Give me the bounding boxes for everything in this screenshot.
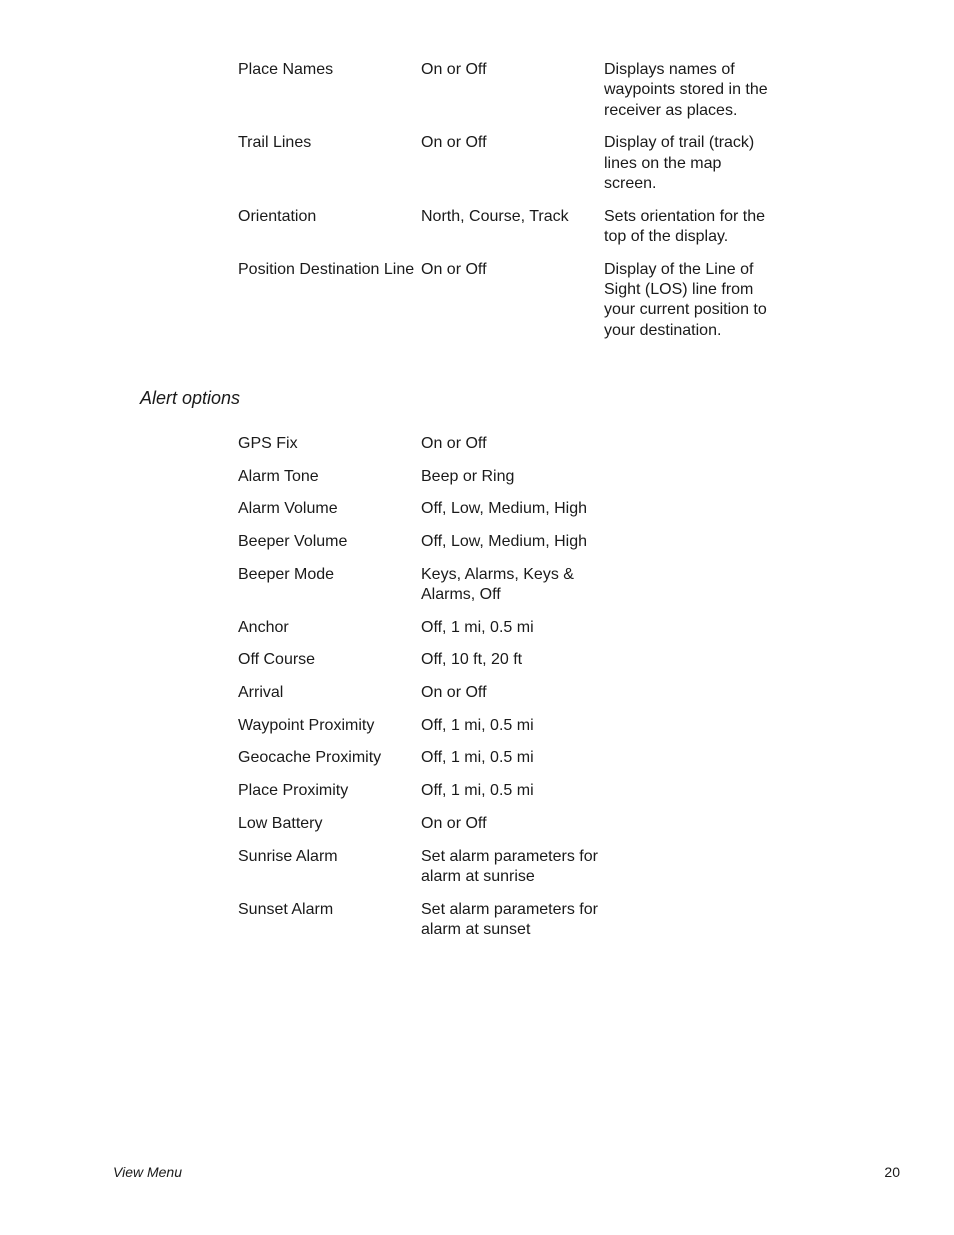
setting-name: Position Destination Line [238,260,415,278]
table-row [238,565,798,606]
table-row [238,781,798,801]
table-row [238,467,798,487]
setting-options: Off, 1 mi, 0.5 mi [421,782,534,800]
setting-options: On or Off [421,134,487,152]
setting-options: Set alarm parameters for alarm at sunrise [421,847,598,885]
setting-options: Keys, Alarms, Keys & Alarms, Off [421,565,574,604]
setting-description: Display of trail (track) lines on the map screen. [604,134,755,192]
setting-name: Off Course [238,651,316,669]
setting-name: Sunset Alarm [238,900,334,918]
setting-options: On or Off [421,61,487,78]
setting-options: Off, Low, Medium, High [421,533,587,551]
view-options-table [238,60,798,354]
setting-options: Beep or Ring [421,467,515,485]
setting-description: Sets orientation for the top of the display. [604,207,765,246]
setting-options: Set alarm parameters for alarm at sunset [421,900,598,938]
table-row [238,900,798,941]
table-row [238,499,798,519]
setting-description: Displays names of waypoints stored in the receiver as places. [604,61,768,119]
table-row [238,814,798,834]
setting-name: Low Battery [238,814,323,832]
setting-description: Display of the Line of Sight (LOS) line from your current position to your destination. [604,260,767,339]
footer-section-title: View Menu [113,1164,183,1180]
setting-name: Anchor [238,618,289,636]
setting-options: Off, 1 mi, 0.5 mi [421,618,534,636]
setting-name: Waypoint Proximity [238,716,375,734]
alert-options-table [238,434,798,953]
setting-name: Beeper Mode [238,565,335,583]
table-row [238,60,798,121]
setting-name: Arrival [238,684,284,702]
setting-name: Alarm Tone [238,467,319,485]
setting-name: Beeper Volume [238,533,348,551]
setting-options: On or Off [421,260,487,278]
setting-options: Off, 1 mi, 0.5 mi [421,749,534,767]
setting-options: Off, 1 mi, 0.5 mi [421,716,534,734]
table-row [238,207,798,248]
setting-name: Place Names [238,61,334,78]
setting-options: North, Course, Track [421,207,569,225]
setting-name: Orientation [238,207,317,225]
page-number: 20 [884,1164,900,1180]
setting-name: Place Proximity [238,782,349,800]
setting-name: Geocache Proximity [238,749,382,767]
table-row [238,716,798,736]
table-row [238,133,798,194]
table-row [238,683,798,703]
setting-name: Trail Lines [238,134,312,152]
section-heading: Alert options [140,388,241,408]
setting-options: On or Off [421,684,487,702]
setting-options: On or Off [421,814,487,832]
table-row [238,532,798,552]
table-row [238,260,798,341]
setting-name: Sunrise Alarm [238,847,338,865]
table-row [238,650,798,670]
table-row [238,618,798,638]
setting-options: Off, 10 ft, 20 ft [421,651,523,669]
table-row [238,434,798,454]
setting-options: Off, Low, Medium, High [421,500,587,518]
table-row [238,748,798,768]
setting-name: GPS Fix [238,435,298,452]
setting-options: On or Off [421,435,487,452]
setting-name: Alarm Volume [238,500,338,518]
table-row [238,847,798,888]
